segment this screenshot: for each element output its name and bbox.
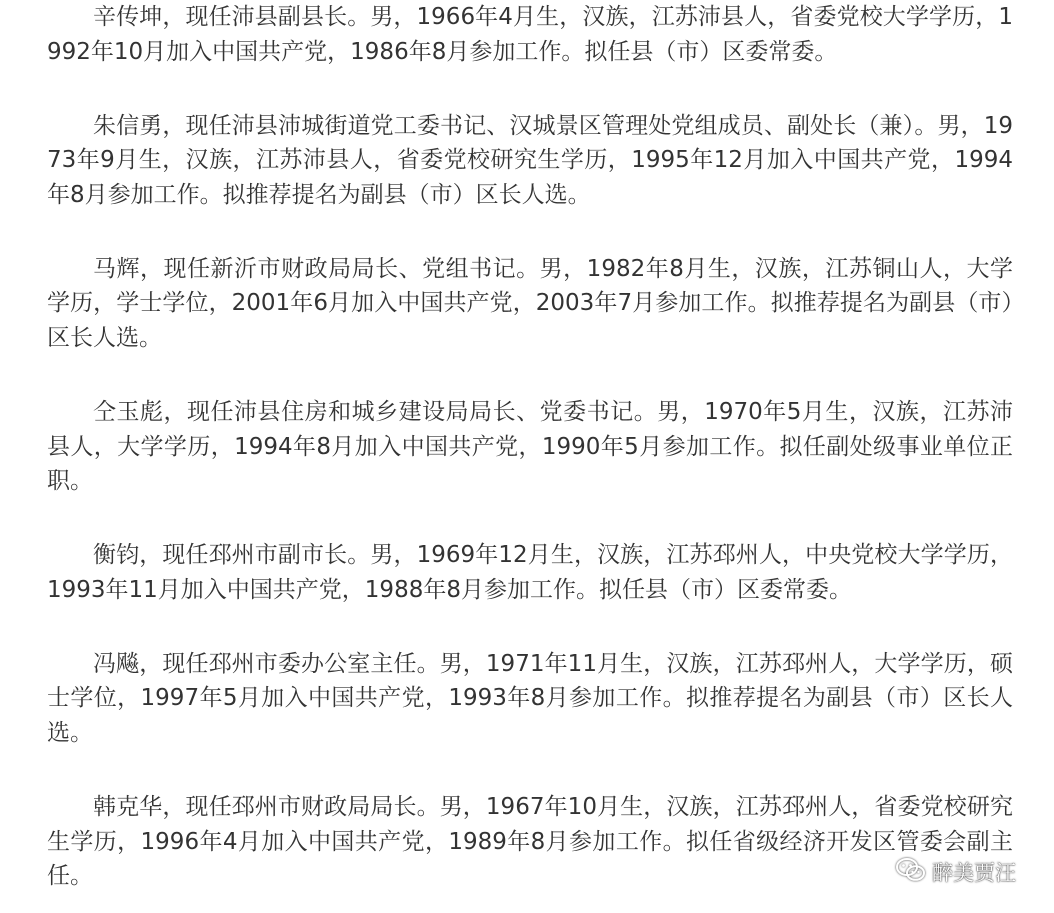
wechat-icon xyxy=(896,857,926,888)
paragraph-3: 马辉，现任新沂市财政局局长、党组书记。男，1982年8月生，汉族，江苏铜山人，大学学历，学士学位，2001年6月加入中国共产党，2003年7月参加工作。拟推荐提名为副县（市）区长人选。 xyxy=(47,255,1013,351)
watermark xyxy=(896,857,1016,888)
paragraph-5: 衡钧，现任邳州市副市长。男，1969年12月生，汉族，江苏邳州人，中央党校大学学历，1993年11月加入中国共产党，1988年8月参加工作。拟任县（市）区委常委。 xyxy=(47,542,1013,603)
paragraph-7: 韩克华，现任邳州市财政局局长。男，1967年10月生，汉族，江苏邳州人，省委党校研究生学历，1996年4月加入中国共产党，1989年8月参加工作。拟任省级经济开发区管委会副主任。 xyxy=(47,794,1013,890)
article-body xyxy=(47,0,1013,894)
watermark-text: 醉美贾汪 xyxy=(932,860,1016,885)
paragraph-6: 冯飚，现任邳州市委办公室主任。男，1971年11月生，汉族，江苏邳州人，大学学历，硕士学位，1997年5月加入中国共产党，1993年8月参加工作。拟推荐提名为副县（市）区长人选。 xyxy=(47,650,1013,746)
paragraph-1: 辛传坤，现任沛县副县长。男，1966年4月生，汉族，江苏沛县人，省委党校大学学历，1992年10月加入中国共产党，1986年8月参加工作。拟任县（市）区委常委。 xyxy=(47,4,1013,65)
paragraph-4: 仝玉彪，现任沛县住房和城乡建设局局长、党委书记。男，1970年5月生，汉族，江苏沛县人，大学学历，1994年8月加入中国共产党，1990年5月参加工作。拟任副处级事业单位正职。 xyxy=(47,399,1013,495)
paragraph-2: 朱信勇，现任沛县沛城街道党工委书记、汉城景区管理处党组成员、副处长（兼）。男，1973年9月生，汉族，江苏沛县人，省委党校研究生学历，1995年12月加入中国共产党，1994年8月参加工作。拟推荐提名为副县（市）区长人选。 xyxy=(47,112,1013,208)
